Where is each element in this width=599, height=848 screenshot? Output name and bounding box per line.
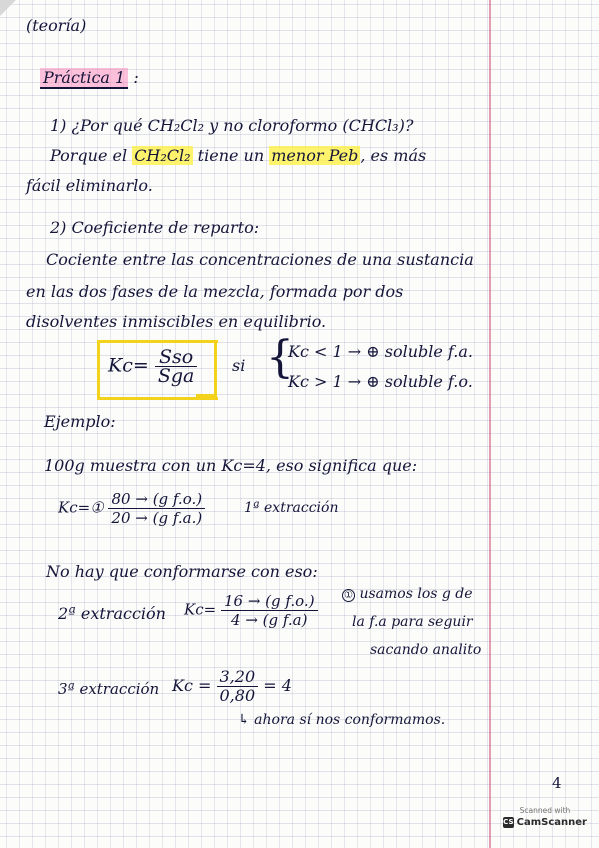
second-note-text1: usamos los g de xyxy=(359,586,473,602)
question-1: 1) ¿Por qué CH₂Cl₂ y no cloroformo (CHCl₃)? xyxy=(50,116,414,135)
camscanner-watermark xyxy=(503,806,587,840)
example-extraction-label: 1ª extracción xyxy=(244,500,339,516)
formula-brace: { xyxy=(266,332,294,383)
page-title xyxy=(40,68,139,87)
third-kc-label: Kc = xyxy=(172,676,212,695)
watermark-brand-row xyxy=(503,817,587,828)
definition-line3: disolventes inmiscibles en equilibrio. xyxy=(26,312,327,331)
watermark-brand: CamScanner xyxy=(516,817,587,828)
formula-case-1: Kc < 1 → ⊕ soluble f.a. xyxy=(288,342,473,361)
answer-1-part3: , es más xyxy=(360,146,427,165)
title-colon: : xyxy=(133,68,139,87)
third-denominator: 0,80 xyxy=(219,686,256,705)
answer-1-part1: Porque el xyxy=(50,146,128,165)
second-kc-label: Kc= xyxy=(184,600,217,619)
example-kc xyxy=(58,490,205,527)
formula-fraction xyxy=(155,348,198,385)
definition-line1: Cociente entre las concentraciones de una sustancia xyxy=(46,250,474,269)
title-text: Práctica 1 xyxy=(40,68,128,89)
margin-line xyxy=(489,0,491,848)
second-note-line3: sacando analito xyxy=(370,642,482,658)
second-intro: No hay que conformarse con eso: xyxy=(46,562,318,581)
camscanner-logo-icon: CS xyxy=(503,818,514,826)
second-extraction-label: 2ª extracción xyxy=(58,604,166,623)
definition-line2: en las dos fases de la mezcla, formada por dos xyxy=(26,282,404,301)
third-note: ↳ ahora sí nos conformamos. xyxy=(238,712,446,728)
answer-1-part2: tiene un xyxy=(197,146,265,165)
formula-denominator: Sga xyxy=(157,365,195,387)
page-corner xyxy=(0,0,16,16)
third-kc xyxy=(172,668,292,705)
formula-case-2: Kc > 1 → ⊕ soluble f.o. xyxy=(288,372,473,391)
question-2-heading: 2) Coeficiente de reparto: xyxy=(50,218,260,237)
formula-highlight-bracket-right xyxy=(196,340,217,397)
watermark-scanned-text: Scanned with xyxy=(519,806,571,815)
formula-lhs: Kc= xyxy=(108,354,149,377)
second-kc xyxy=(184,592,318,629)
example-numerator: 80 → (g f.o.) xyxy=(108,490,205,509)
example-heading: Ejemplo: xyxy=(44,412,116,431)
example-denominator: 20 → (g f.a.) xyxy=(111,509,203,527)
second-denominator: 4 → (g f.a) xyxy=(231,611,308,629)
second-note-line2: la f.a para seguir xyxy=(352,614,473,630)
third-numerator: 3,20 xyxy=(217,668,259,687)
answer-1-highlight-peb: menor Peb xyxy=(271,146,359,165)
partition-formula xyxy=(108,348,197,385)
example-kc-mark: ① xyxy=(90,498,104,517)
formula-si: si xyxy=(232,356,246,375)
second-fraction xyxy=(221,592,318,629)
answer-1-line2: fácil eliminarlo. xyxy=(26,176,153,195)
example-kc-label: Kc= xyxy=(58,498,91,517)
header-subtitle: (teoría) xyxy=(26,16,87,35)
answer-1-line1 xyxy=(50,146,426,165)
page-number: 4 xyxy=(552,774,562,792)
example-line1: 100g muestra con un Kc=4, eso significa que: xyxy=(44,456,418,475)
third-fraction xyxy=(217,668,259,705)
second-note-line1 xyxy=(342,586,473,602)
third-extraction-label: 3ª extracción xyxy=(58,680,160,698)
second-numerator: 16 → (g f.o.) xyxy=(221,592,318,611)
example-fraction xyxy=(108,490,205,527)
second-note-mark: ① xyxy=(342,589,355,602)
formula-numerator: Sso xyxy=(155,348,198,367)
answer-1-highlight-compound: CH₂Cl₂ xyxy=(134,146,191,165)
third-result: = 4 xyxy=(263,676,292,695)
